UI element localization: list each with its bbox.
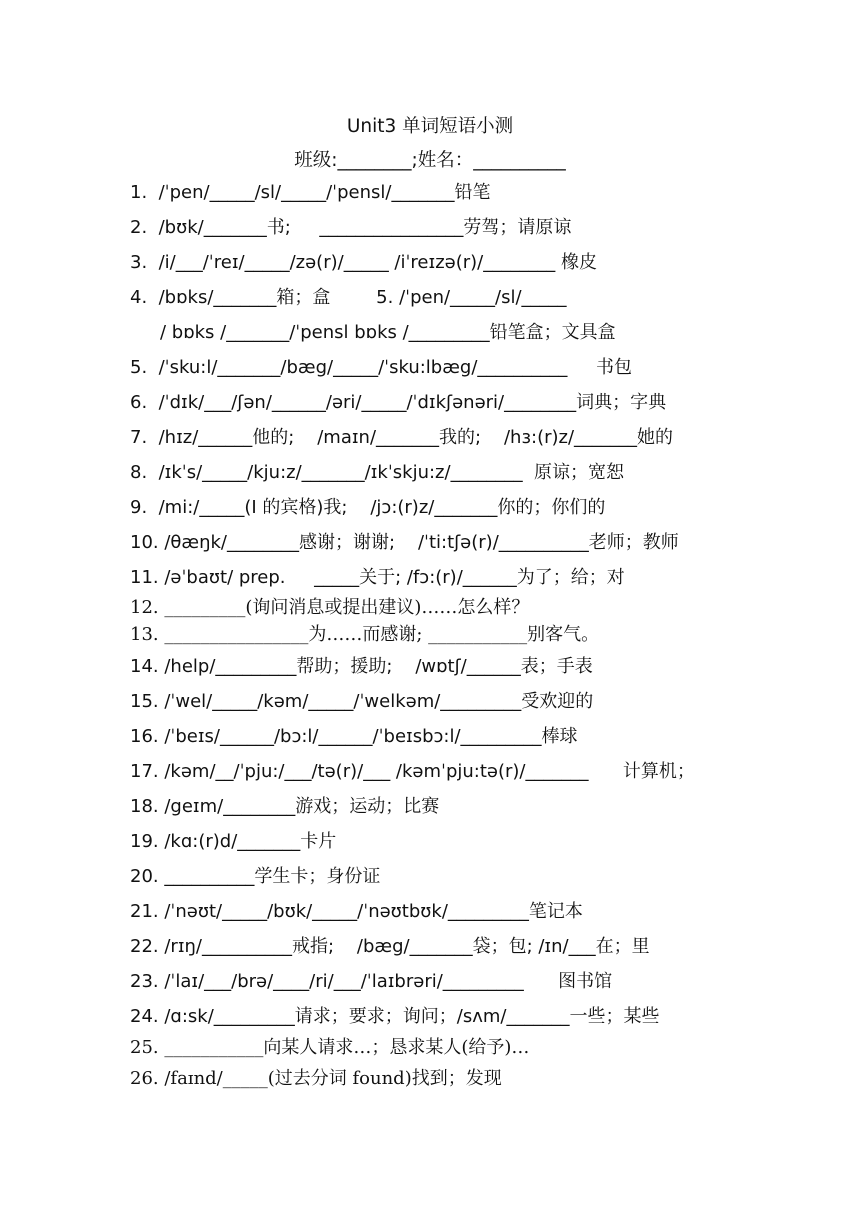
class-name-line: 班级:________;姓名：__________	[294, 150, 566, 171]
question-line: 24. /ɑ:sk/_________请求；要求；询问；/sʌm/_______一些；某些	[130, 1006, 660, 1027]
question-line: 2. /bʊk/_______书; ________________劳驾；请原谅	[130, 217, 572, 238]
question-line: 9. /mi:/_____(I 的宾格)我; /jɔ:(r)z/_______你的；你们的	[130, 497, 606, 518]
question-line: 19. /kɑ:(r)d/_______卡片	[130, 831, 337, 852]
question-line: 7. /hɪz/______他的; /maɪn/_______我的; /hɜ:(r)z/_______她的	[130, 427, 674, 448]
question-line: 20. __________学生卡；身份证	[130, 866, 381, 887]
question-line: / bɒks /_______/ˈpensl bɒks /_________铅笔盒；文具盒	[160, 322, 616, 343]
question-line: 12. _________(询问消息或提出建议)……怎么样？	[130, 597, 530, 618]
question-line: 18. /geɪm/________游戏；运动；比赛	[130, 796, 440, 817]
question-line: 17. /kəm/__/ˈpju:/___/tə(r)/___ /kəmˈpju:tə(r)/_______ 计算机；	[130, 761, 695, 782]
question-line: 14. /help/_________帮助；援助; /wɒtʃ/______表；手表	[130, 656, 593, 677]
question-line: 16. /ˈbeɪs/______/bɔ:l/______/ˈbeɪsbɔ:l/_________棒球	[130, 726, 578, 747]
question-line: 3. /i/___/ˈreɪ/_____/zə(r)/_____ /iˈreɪzə(r)/________ 橡皮	[130, 252, 597, 273]
question-line: 26. /faɪnd/_____(过去分词 found)找到；发现	[130, 1068, 502, 1089]
question-line: 11. /əˈbaʊt/ prep. _____关于; /fɔ:(r)/______为了；给；对	[130, 567, 625, 588]
question-line: 21. /ˈnəʊt/_____/bʊk/_____/ˈnəʊtbʊk/_________笔记本	[130, 901, 583, 922]
question-line: 5. /ˈsku:l/_______/bæg/_____/ˈsku:lbæg/__________ 书包	[130, 357, 633, 378]
question-line: 22. /rɪŋ/__________戒指; /bæg/_______袋；包; /ɪn/___在；里	[130, 936, 650, 957]
question-line: 1. /ˈpen/_____/sl/_____/ˈpensl/_______铅笔	[130, 182, 491, 203]
question-line: 25. ___________向某人请求…；恳求某人(给予)…	[130, 1037, 530, 1058]
question-line: 13. ________________为……而感谢; ___________别客气。	[130, 624, 600, 645]
question-line: 4. /bɒks/_______箱；盒 5. /ˈpen/_____/sl/_____	[130, 287, 567, 308]
page-title: Unit3 单词短语小测	[346, 116, 514, 137]
question-line: 8. /ɪkˈs/_____/kju:z/_______/ɪkˈskju:z/________ 原谅；宽恕	[130, 462, 625, 483]
question-line: 23. /ˈlaɪ/___/brə/____/ri/___/ˈlaɪbrəri/_________ 图书馆	[130, 971, 613, 992]
question-line: 15. /ˈwel/_____/kəm/_____/ˈwelkəm/_________受欢迎的	[130, 691, 594, 712]
question-line: 10. /θæŋk/________感谢；谢谢; /ˈti:tʃə(r)/__________老师；教师	[130, 532, 679, 553]
question-line: 6. /ˈdɪk/___/ʃən/______/əri/_____/ˈdɪkʃənəri/________词典；字典	[130, 392, 667, 413]
